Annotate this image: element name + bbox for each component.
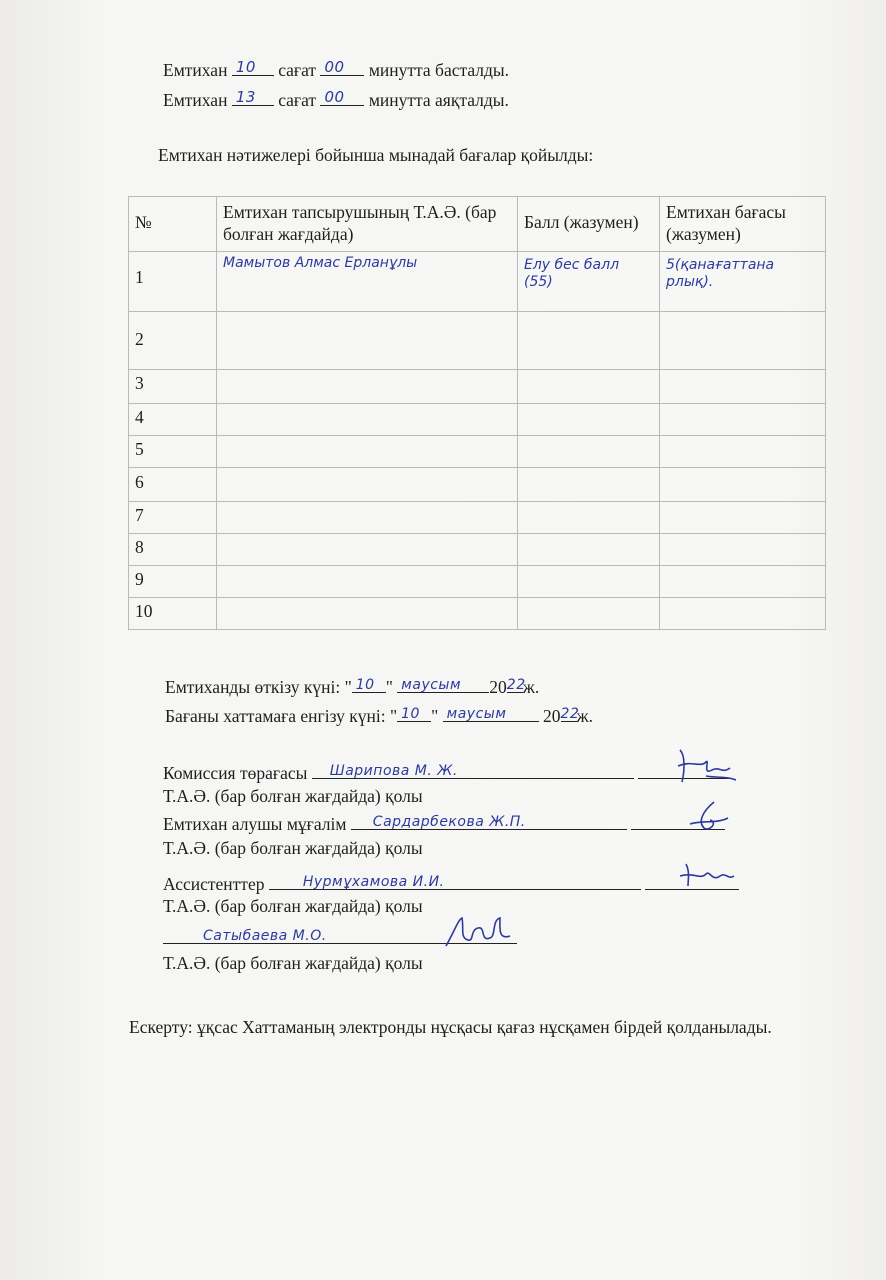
assistants-line: Ассистенттер Нурмұхамова И.И. [163, 872, 739, 895]
exam-start-line: Емтихан 10 сағат 00 минутта басталды. [163, 58, 510, 80]
exam-date-line: Емтиханды өткізу күні: " 10 " маусым 20 22 ж. [165, 677, 540, 697]
start-minute-handwritten: 00 [324, 58, 345, 76]
table-row: 8 [129, 534, 826, 566]
results-intro: Емтихан нәтижелері бойынша мынадай бағалар қойылды: [158, 145, 594, 165]
assistant2-name-handwritten: Сатыбаева М.О. [203, 928, 327, 944]
assistant2-signature [440, 912, 520, 952]
teacher-line: Емтихан алушы мұғалім Сардарбекова Ж.П. [163, 812, 725, 835]
teacher-signature [680, 798, 736, 838]
chair-line: Комиссия төрағасы Шарипова М. Ж. [163, 761, 732, 784]
exam-end-line: Емтихан 13 сағат 00 минутта аяқталды. [163, 88, 509, 110]
table-row: 9 [129, 566, 826, 598]
table-row: 7 [129, 502, 826, 534]
table-header-row [129, 197, 826, 252]
chair-signature [672, 746, 742, 786]
header-score: Балл (жазумен) [518, 197, 660, 252]
table-row: 2 [129, 312, 826, 370]
entry-month-handwritten: маусым [446, 706, 507, 722]
score-handwritten: Елу бес балл (55) [524, 257, 620, 290]
table-row: 6 [129, 468, 826, 502]
table-row: 10 [129, 598, 826, 630]
entry-date-line: Бағаны хаттамаға енгізу күні: " 10 " маусым 20 22 ж. [165, 706, 593, 726]
student-name-handwritten: Мамытов Алмас Ерланұлы [223, 255, 418, 271]
grade-handwritten: 5(қанағаттанарлық). [666, 257, 775, 290]
assistant1-signature [676, 860, 736, 892]
header-grade: Емтихан бағасы (жазумен) [660, 197, 826, 252]
exam-year-handwritten: 22 [506, 677, 526, 693]
end-hour-handwritten: 13 [235, 88, 256, 106]
chair-name-handwritten: Шарипова М. Ж. [329, 763, 458, 779]
entry-day-handwritten: 10 [401, 706, 420, 722]
note-text: Ескерту: ұқсас Хаттаманың электронды нұсқасы қағаз нұсқамен бірдей қолданылады. [129, 1017, 772, 1037]
assistant1-name-handwritten: Нурмұхамова И.И. [302, 874, 445, 890]
end-minute-handwritten: 00 [324, 88, 345, 106]
exam-month-handwritten: маусым [401, 677, 462, 693]
fio-label-4: Т.А.Ә. (бар болған жағдайда) қолы [163, 953, 423, 973]
table-row: 5 [129, 436, 826, 468]
fio-label-1: Т.А.Ә. (бар болған жағдайда) қолы [163, 786, 423, 806]
table-row: 4 [129, 404, 826, 436]
table-row: 1 Мамытов Алмас Ерланұлы Елу бес балл (55) 5(қанағаттанарлық). [129, 252, 826, 312]
entry-year-handwritten: 22 [560, 706, 580, 722]
header-student: Емтихан тапсырушының Т.А.Ә. (бар болған жағдайда) [217, 197, 518, 252]
exam-day-handwritten: 10 [355, 677, 375, 693]
teacher-name-handwritten: Сардарбекова Ж.П. [372, 814, 526, 830]
start-hour-handwritten: 10 [235, 58, 256, 76]
table-row: 3 [129, 370, 826, 404]
results-table [128, 196, 826, 630]
header-number: № [129, 197, 217, 252]
fio-label-3: Т.А.Ә. (бар болған жағдайда) қолы [163, 896, 423, 916]
fio-label-2: Т.А.Ә. (бар болған жағдайда) қолы [163, 838, 423, 858]
